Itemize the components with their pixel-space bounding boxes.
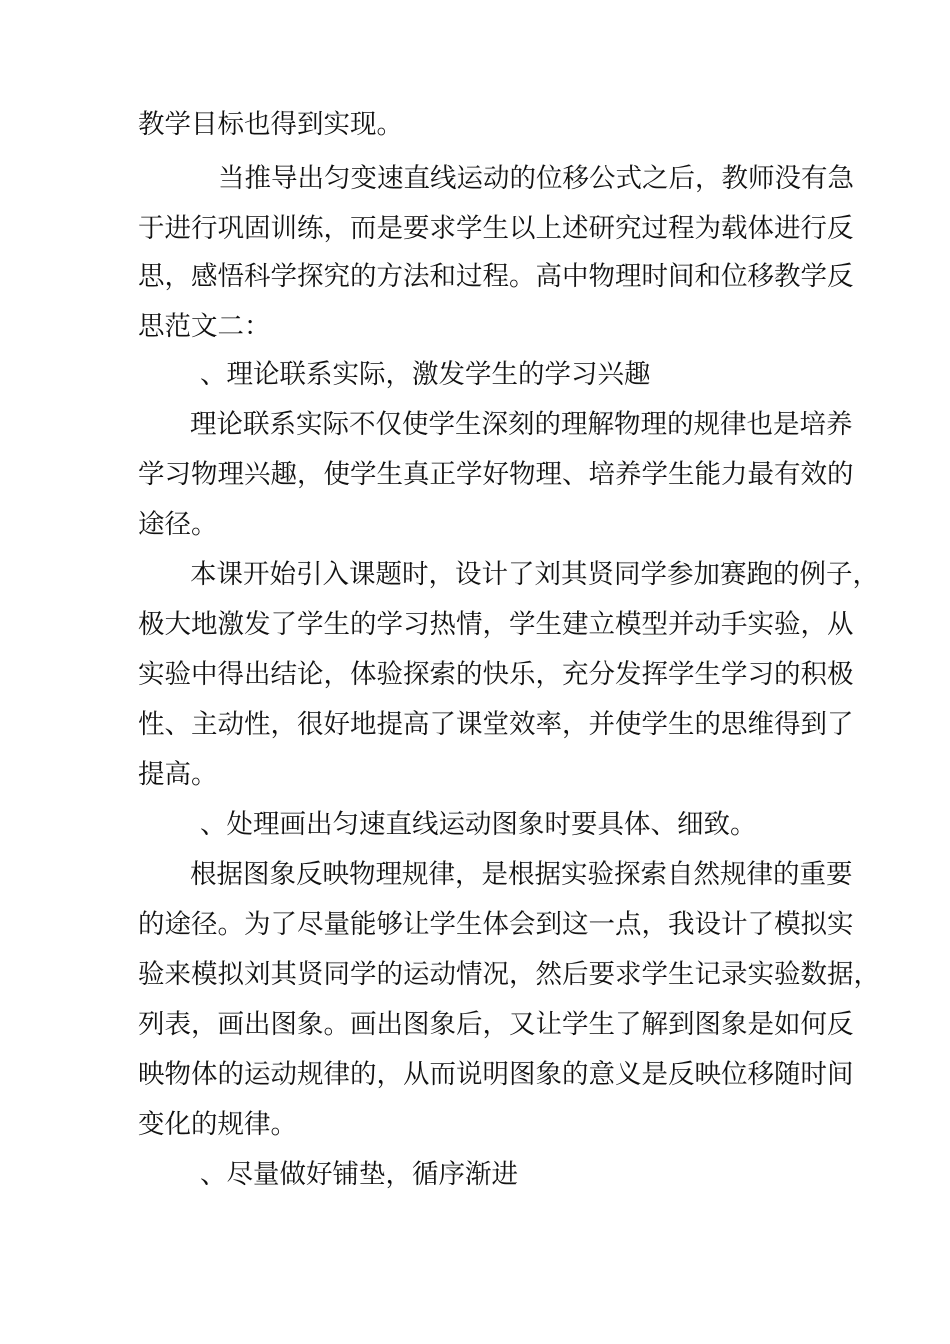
text-line: 理论联系实际不仅使学生深刻的理解物理的规律也是培养 bbox=[190, 409, 853, 440]
text-line: 映物体的运动规律的，从而说明图象的意义是反映位移随时间 bbox=[138, 1059, 854, 1090]
text-line: 性、主动性，很好地提高了课堂效率，并使学生的思维得到了 bbox=[138, 709, 854, 740]
text-line: 本课开始引入课题时，设计了刘其贤同学参加赛跑的例子， bbox=[190, 559, 879, 590]
section-heading: 、尽量做好铺垫，循序渐进 bbox=[200, 1159, 518, 1190]
text-line: 思范文二： bbox=[138, 311, 271, 342]
text-line: 途径。 bbox=[138, 509, 218, 540]
section-heading: 、处理画出匀速直线运动图象时要具体、细致。 bbox=[200, 809, 757, 840]
text-line: 教学目标也得到实现。 bbox=[138, 109, 403, 140]
text-line: 的途径。为了尽量能够让学生体会到这一点，我设计了模拟实 bbox=[138, 909, 854, 940]
text-line: 验来模拟刘其贤同学的运动情况，然后要求学生记录实验数据， bbox=[138, 959, 880, 990]
text-line: 于进行巩固训练，而是要求学生以上述研究过程为载体进行反 bbox=[138, 213, 854, 244]
text-line: 变化的规律。 bbox=[138, 1109, 297, 1140]
text-line: 实验中得出结论，体验探索的快乐，充分发挥学生学习的积极 bbox=[138, 659, 854, 690]
text-line: 当推导出匀变速直线运动的位移公式之后，教师没有急 bbox=[218, 163, 854, 194]
text-line: 根据图象反映物理规律，是根据实验探索自然规律的重要 bbox=[190, 859, 853, 890]
text-line: 思，感悟科学探究的方法和过程。高中物理时间和位移教学反 bbox=[138, 261, 854, 292]
text-line: 列表，画出图象。画出图象后，又让学生了解到图象是如何反 bbox=[138, 1009, 854, 1040]
text-line: 提高。 bbox=[138, 759, 218, 790]
text-line: 学习物理兴趣，使学生真正学好物理、培养学生能力最有效的 bbox=[138, 459, 854, 490]
section-heading: 、理论联系实际，激发学生的学习兴趣 bbox=[200, 359, 651, 390]
text-line: 极大地激发了学生的学习热情，学生建立模型并动手实验，从 bbox=[138, 609, 854, 640]
